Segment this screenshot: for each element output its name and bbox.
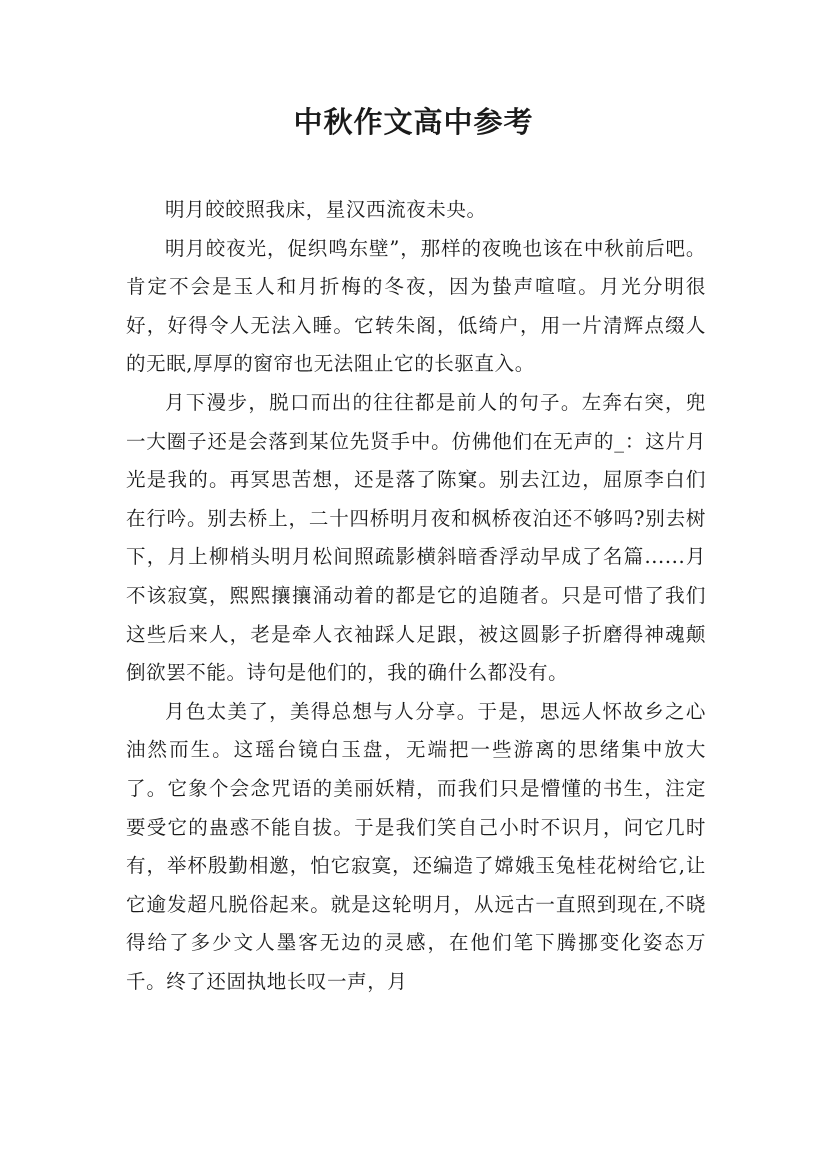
paragraph: 明月皎皎照我床，星汉西流夜未央。	[165, 198, 487, 221]
document-title: 中秋作文高中参考	[293, 105, 534, 139]
document-body	[126, 191, 706, 1001]
paragraph: 月色太美了，美得总想与人分享。于是，思远人怀故乡之心油然而生。这瑶台镜白玉盘，无端把一些游离的思绪集中放大了。它象个会念咒语的美丽妖精，而我们只是懵懂的书生，注定要受它的蛊惑不能自拔。于是我们笑自己小时不识月，问它几时有，举杯殷勤相邀，怕它寂寞，还编造了嫦娥玉兔桂花树给它,让它逾发超凡脱俗起来。就是这轮明月，从远古一直照到现在,不晓得给了多少文人墨客无边的灵感，在他们笔下腾挪变化姿态万千。终了还固执地长叹一声，月	[126, 699, 706, 993]
paragraph: 明月皎夜光，促织鸣东壁”，那样的夜晚也该在中秋前后吧。肯定不会是玉人和月折梅的冬夜，因为蛰声喧喧。月光分明很好，好得令人无法入睡。它转朱阁，低绮户，用一片清辉点缀人的无眠,厚厚的窗帘也无法阻止它的长驱直入。	[126, 236, 706, 376]
paragraph: 月下漫步，脱口而出的往往都是前人的句子。左奔右突，兜一大圈子还是会落到某位先贤手中。仿佛他们在无声的_：这片月光是我的。再冥思苦想，还是落了陈窠。别去江边，屈原李白们在行吟。别去桥上，二十四桥明月夜和枫桥夜泊还不够吗?别去树下，月上柳梢头明月松间照疏影横斜暗香浮动早成了名篇......月不该寂寞，熙熙攘攘涌动着的都是它的追随者。只是可惜了我们这些后来人，老是牵人衣袖踩人足跟，被这圆影子折磨得神魂颠倒欲罢不能。诗句是他们的，我的确什么都没有。	[126, 390, 706, 685]
